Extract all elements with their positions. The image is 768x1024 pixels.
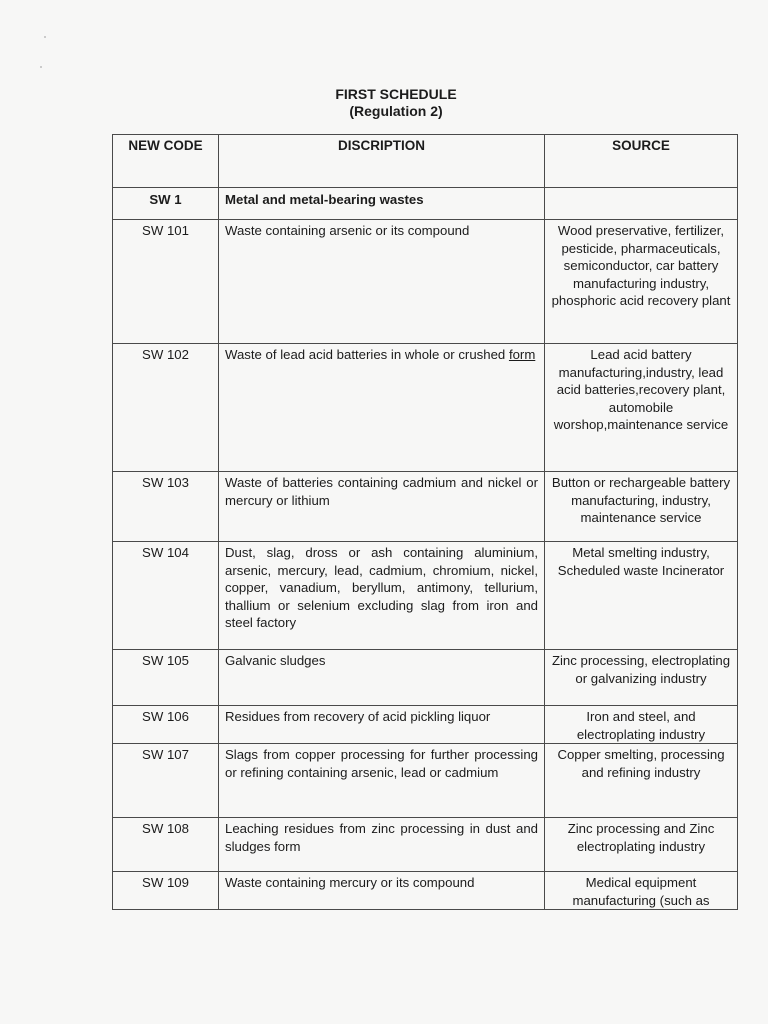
group-description: Metal and metal-bearing wastes	[219, 188, 545, 220]
schedule-subtitle: (Regulation 2)	[349, 103, 443, 119]
table-row	[113, 818, 738, 872]
row-code: SW 101	[113, 220, 219, 344]
table-row	[113, 872, 738, 910]
group-source	[545, 188, 738, 220]
column-header-source: SOURCE	[545, 135, 738, 188]
row-description: Waste containing arsenic or its compound	[219, 220, 545, 344]
row-code: SW 108	[113, 818, 219, 872]
row-source: Copper smelting, processing and refining industry	[545, 744, 738, 818]
row-code: SW 106	[113, 706, 219, 744]
row-code: SW 103	[113, 472, 219, 542]
row-description: Slags from copper processing for further processing or refining containing arsenic, lead or cadmium	[219, 744, 545, 818]
table-row	[113, 472, 738, 542]
row-description: Leaching residues from zinc processing in dust and sludges form	[219, 818, 545, 872]
row-description: Waste containing mercury or its compound	[219, 872, 545, 910]
column-header-code: NEW CODE	[113, 135, 219, 188]
row-description: Dust, slag, dross or ash containing aluminium, arsenic, mercury, lead, cadmium, chromium, nickel, copper, vanadium, beryllum, antimony, tellurium, thallium or selenium excluding slag from iron and steel factory	[219, 542, 545, 650]
row-source: Button or rechargeable battery manufacturing, industry, maintenance service	[545, 472, 738, 542]
row-source: Zinc processing and Zinc electroplating industry	[545, 818, 738, 872]
group-code: SW 1	[113, 188, 219, 220]
group-row	[113, 188, 738, 220]
scan-speck	[44, 36, 46, 38]
row-code: SW 107	[113, 744, 219, 818]
table-row	[113, 706, 738, 744]
row-source: Lead acid battery manufacturing,industry, lead acid batteries,recovery plant, automobile worshop,maintenance service	[545, 344, 738, 472]
row-description-text: Waste of lead acid batteries in whole or crushed	[225, 347, 506, 362]
row-source: Metal smelting industry, Scheduled waste Incinerator	[545, 542, 738, 650]
row-code: SW 105	[113, 650, 219, 706]
table-header-row	[113, 135, 738, 188]
table-row	[113, 744, 738, 818]
schedule-title: FIRST SCHEDULE	[335, 86, 457, 102]
row-description: Waste of batteries containing cadmium and nickel or mercury or lithium	[219, 472, 545, 542]
row-code: SW 109	[113, 872, 219, 910]
row-description: Residues from recovery of acid pickling liquor	[219, 706, 545, 744]
table-row	[113, 542, 738, 650]
row-description: Galvanic sludges	[219, 650, 545, 706]
column-header-description: DISCRIPTION	[219, 135, 545, 188]
row-source: Iron and steel, and electroplating industry	[545, 706, 738, 744]
row-source: Medical equipment manufacturing (such as	[545, 872, 738, 910]
page-header	[0, 86, 768, 120]
table-row	[113, 220, 738, 344]
row-source: Wood preservative, fertilizer, pesticide, pharmaceuticals, semiconductor, car battery manufacturing industry, phosphoric acid recovery plant	[545, 220, 738, 344]
row-code: SW 104	[113, 542, 219, 650]
row-description	[219, 344, 545, 472]
row-code: SW 102	[113, 344, 219, 472]
row-description-underlined: form	[508, 347, 536, 362]
schedule-table	[112, 134, 738, 910]
row-source: Zinc processing, electroplating or galvanizing industry	[545, 650, 738, 706]
scan-speck	[40, 66, 42, 68]
table-row	[113, 650, 738, 706]
table-row	[113, 344, 738, 472]
